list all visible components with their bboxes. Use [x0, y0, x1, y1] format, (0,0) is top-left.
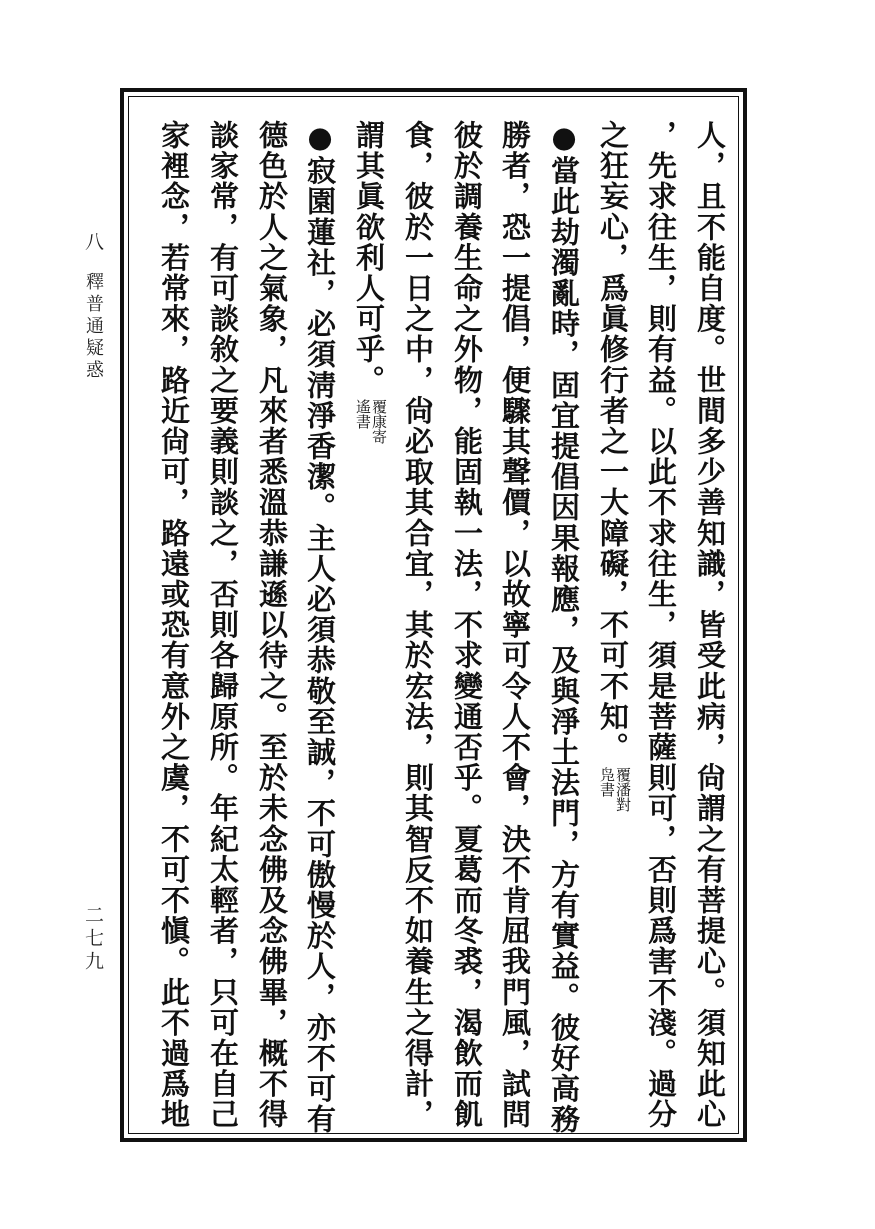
- annotation-note: [599, 767, 631, 837]
- text-column-9: ●寂園蓮社，必須淸淨香潔。主人必須恭敬至誠，不可傲慢於人，亦不可有: [303, 120, 337, 1135]
- page-number: 二七九: [82, 905, 104, 974]
- chapter-number: 八: [82, 232, 104, 255]
- text-column-2: ，先求往生，則有益。以此不求往生，須是菩薩則可，否則爲害不淺。過分: [644, 120, 678, 1130]
- text-column-10: 德色於人之氣象，凡來者悉溫恭謙遜以待之。至於未念佛及念佛畢，概不得: [255, 120, 289, 1130]
- text-column-6: 彼於調養生命之外物，能固執一法，不求變通否乎。夏葛而冬裘，渴飲而飢: [450, 120, 484, 1130]
- section-title: 釋普通疑惑: [83, 272, 104, 382]
- text-column-11: 談家常，有可談敘之要義則談之，否則各歸原所。年紀太輕者，只可在自己: [206, 120, 240, 1130]
- text-column-8: [351, 120, 387, 1120]
- annotation-note-line-b: 遙書: [354, 399, 372, 430]
- text-column-12: 家裡念，若常來，路近尙可，路遠或恐有意外之虞，不可不愼。此不過爲地: [157, 120, 191, 1130]
- annotation-note: [355, 399, 387, 469]
- text-column-5: 勝者，恐一提倡，便驟其聲價，以故寧可令人不會，決不肯屈我門風，試問: [498, 120, 532, 1130]
- text-column-3: [595, 120, 631, 1120]
- annotation-note-line-a: 覆康寄: [370, 399, 388, 445]
- text-column-3-body: 之狂妄心，爲眞修行者之一大障礙，不可不知。: [596, 120, 630, 763]
- annotation-note-line-a: 覆潘對: [614, 766, 632, 812]
- text-column-7: 食，彼於一日之中，尙必取其合宜，其於宏法，則其智反不如養生之得計，: [401, 120, 435, 1130]
- annotation-note-line-b: 凫書: [598, 766, 616, 797]
- text-column-8-body: 謂其眞欲利人可乎。: [352, 120, 386, 396]
- text-column-4: ●當此劫濁亂時，固宜提倡因果報應，及與淨土法門，方有實益。彼好高務: [547, 120, 581, 1135]
- text-column-1: 人，且不能自度。世間多少善知識，皆受此病，尙謂之有菩提心。須知此心: [693, 120, 727, 1130]
